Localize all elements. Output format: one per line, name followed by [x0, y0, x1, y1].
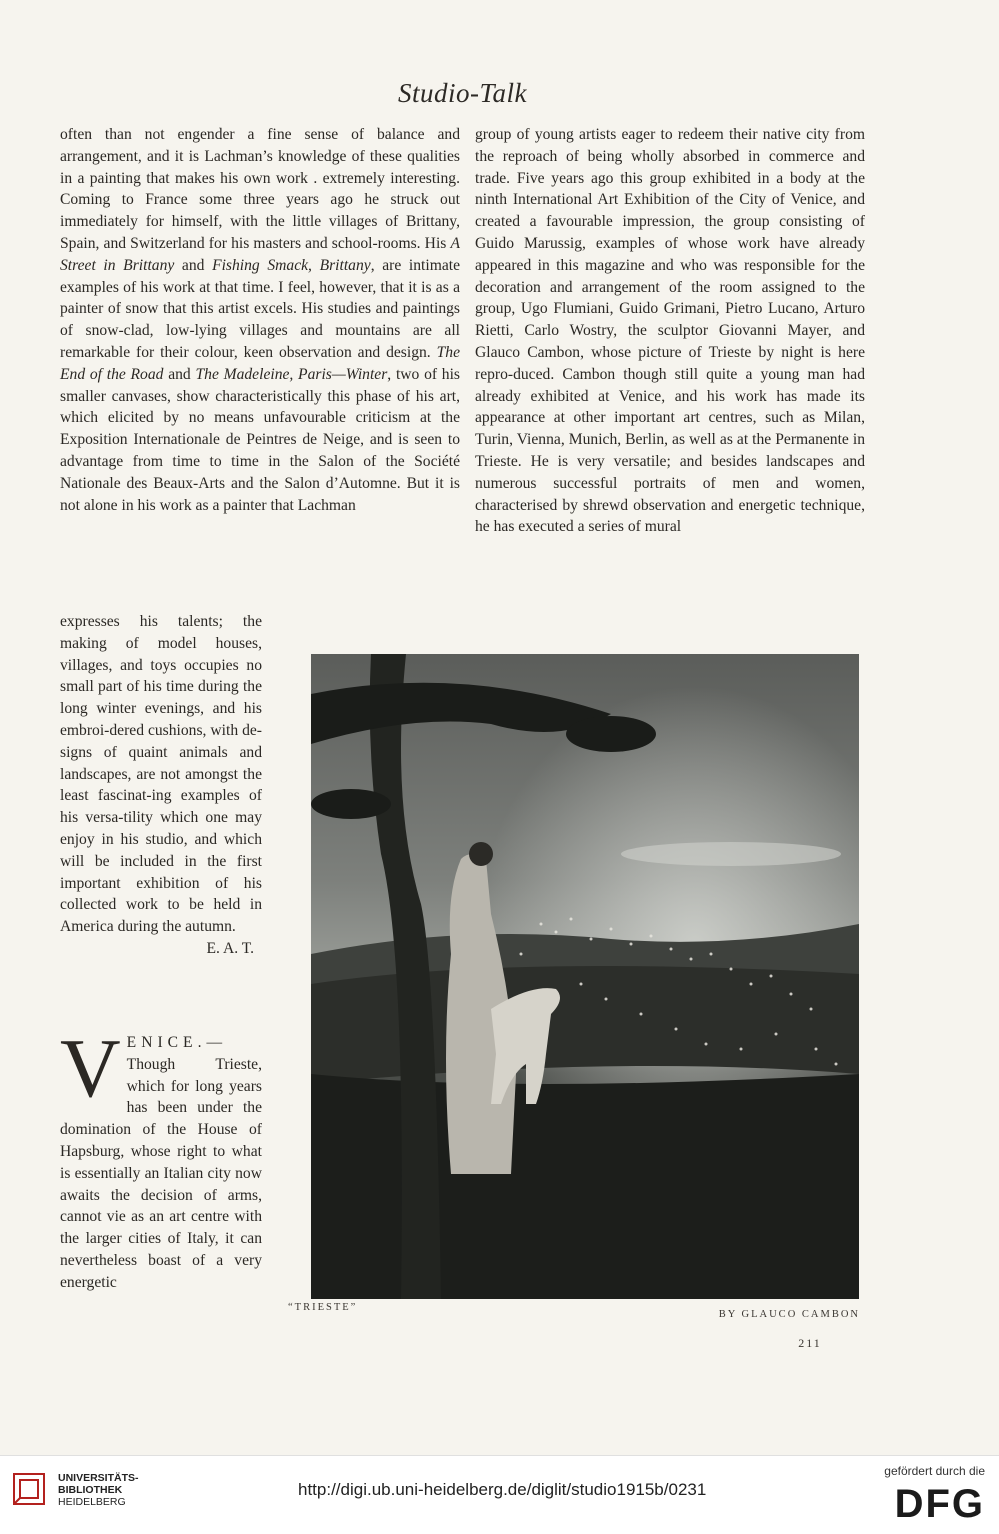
- figure-caption-title: “TRIESTE”: [288, 1302, 358, 1313]
- university-library-logo-icon: [10, 1470, 50, 1510]
- digital-collection-link[interactable]: http://digi.ub.uni-heidelberg.de/diglit/studio1915b/0231: [298, 1480, 707, 1499]
- funded-by-label: gefördert durch die: [884, 1464, 985, 1478]
- drop-cap: V: [60, 1022, 121, 1115]
- digitization-footer: [0, 1455, 999, 1534]
- venice-heading: ENICE.—: [126, 1034, 228, 1051]
- trieste-painting-illustration: [311, 654, 859, 1299]
- dfg-logo: DFG: [894, 1482, 985, 1526]
- narrow-paragraph: expresses his talents; the making of model houses, villages, and toys occupies no small part of his time during the long winter evenings, and his embroi-dered cushions, with de-signs of quaint animals and landscapes, are not amongst the least fascinat-ing examples of his versa-tility which one may enjoy in his studio, and which will be included in the first important exhibition of his collected work to be held in America during the autumn.: [60, 613, 262, 936]
- left-column-narrow: [60, 611, 262, 960]
- left-column-top: [60, 124, 460, 516]
- right-column-paragraph: group of young artists eager to redeem their native city from the reproach of being wholly absorbed in commerce and trade. Five years ago this group exhibited in a body at the ninth International Art Exhibition of the City of Venice, and created a favourable impression, the group consisting of Guido Marussig, examples of whose work have already appeared in this magazine and who was responsible for the decoration and arrangement of the room assigned to the group, Ugo Flumiani, Guido Grimani, Pietro Lucano, Arturo Rietti, Carlo Wostry, the sculptor Giovanni Mayer, and Glauco Cambon, whose picture of Trieste by night is here repro-duced. Cambon though still quite a young man had already exhibited at Venice, and his work has made its appearance at other important art centres, such as Milan, Turin, Vienna, Munich, Berlin, as well as at the Permanente in Trieste. He is very versatile; and besides landscapes and numerous successful portraits of men and women, characterised by shrewd observation and energetic technique, he has executed a series of mural: [475, 126, 865, 536]
- page-number: 211: [798, 1336, 822, 1350]
- right-column-top: [475, 124, 865, 538]
- venice-paragraph: VENICE.— Though Trieste, which for long years has been under the domination of the House of Hapsburg, whose right to what is essentially an Italian city now awaits the decision of arms, cannot vie as an art centre with the larger cities of Italy, it can nevertheless boast of a very energetic: [60, 1022, 262, 1291]
- left-column-paragraph: often than not engender a fine sense of balance and arrangement, and it is Lachman’s knowledge of these qualities in a painting that makes his own work . extremely interesting. Coming to France some three years ago he struck out immediately for himself, with the little villages of Brittany, Spain, and Switzerland for his masters and school-rooms. His A Street in Brittany and Fishing Smack, Brittany, are intimate examples of his work at that time. I feel, however, that it is as a painter of snow that this artist excels. His studies and paintings of snow-clad, low-lying villages and mountains are all remarkable for their colour, keen observation and design. The End of the Road and The Madeleine, Paris—Winter, two of his smaller canvases, show characteristically this phase of his art, which elicited by no means unfavourable criticism at the Exposition Internationale de Peintres de Neige, and is seen to advantage from time to time in the Salon of the Société Nationale des Beaux-Arts and the Salon d’Automne. But it is not alone in his work as a painter that Lachman: [60, 126, 461, 514]
- venice-section: [60, 1022, 262, 1294]
- author-signature: E. A. T.: [206, 939, 254, 957]
- library-name: UNIVERSITÄTS- BIBLIOTHEK HEIDELBERG: [58, 1472, 139, 1508]
- painting-image: [311, 654, 859, 1299]
- figure-caption-credit: BY GLAUCO CAMBON: [718, 1309, 860, 1320]
- running-head: Studio-Talk: [397, 78, 528, 108]
